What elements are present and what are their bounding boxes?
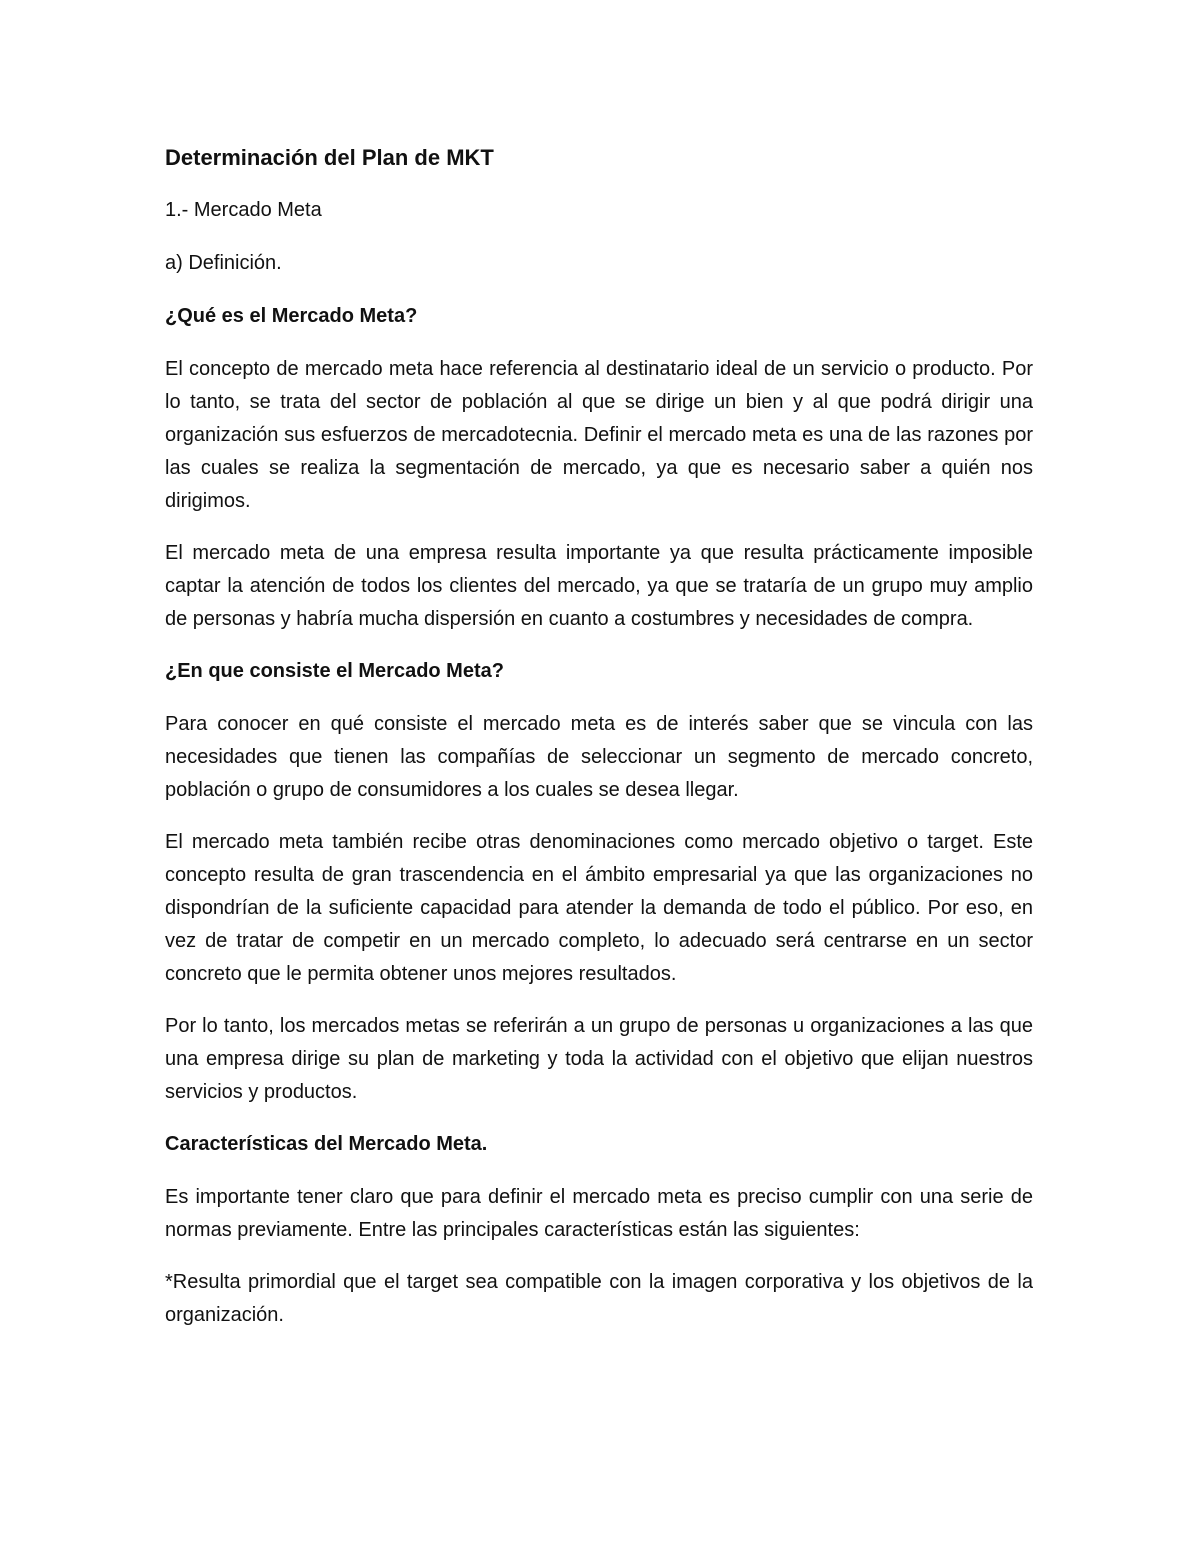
paragraph: Es importante tener claro que para definir el mercado meta es preciso cumplir con una serie de normas previamente. Entre las principales características están las siguientes: xyxy=(165,1186,1033,1241)
paragraph: Para conocer en qué consiste el mercado meta es de interés saber que se vincula con las necesidades que tienen las compañías de seleccionar un segmento de mercado concreto, población o grupo de consumidores a los cuales se desea llegar. xyxy=(165,713,1033,801)
question-heading: ¿Qué es el Mercado Meta? xyxy=(165,305,418,327)
question-heading: ¿En que consiste el Mercado Meta? xyxy=(165,660,504,682)
bullet-paragraph: *Resulta primordial que el target sea compatible con la imagen corporativa y los objetivos de la organización. xyxy=(165,1271,1033,1326)
document-title: Determinación del Plan de MKT xyxy=(165,145,494,170)
subsection-heading: a) Definición. xyxy=(165,252,282,274)
paragraph: El concepto de mercado meta hace referencia al destinatario ideal de un servicio o producto. Por lo tanto, se trata del sector de población al que se dirige un bien y al que podrá dirigir una organización sus esfuerzos de mercadotecnia. Definir el mercado meta es una de las razones por las cuales se realiza la segmentación de mercado, ya que es necesario saber a quién nos dirigimos. xyxy=(165,358,1033,512)
characteristics-heading: Características del Mercado Meta. xyxy=(165,1133,488,1155)
section-heading: 1.- Mercado Meta xyxy=(165,199,322,221)
document-body xyxy=(165,141,1033,1351)
paragraph: El mercado meta también recibe otras denominaciones como mercado objetivo o target. Este concepto resulta de gran trascendencia en el ámbito empresarial ya que las organizaciones no dispondrían de la suficiente capacidad para atender la demanda de todo el público. Por eso, en vez de tratar de competir en un mercado completo, lo adecuado será centrarse en un sector concreto que le permita obtener unos mejores resultados. xyxy=(165,831,1033,985)
paragraph: Por lo tanto, los mercados metas se referirán a un grupo de personas u organizaciones a las que una empresa dirige su plan de marketing y toda la actividad con el objetivo que elijan nuestros servicios y productos. xyxy=(165,1015,1033,1103)
paragraph: El mercado meta de una empresa resulta importante ya que resulta prácticamente imposible captar la atención de todos los clientes del mercado, ya que se trataría de un grupo muy amplio de personas y habría mucha dispersión en cuanto a costumbres y necesidades de compra. xyxy=(165,542,1033,630)
